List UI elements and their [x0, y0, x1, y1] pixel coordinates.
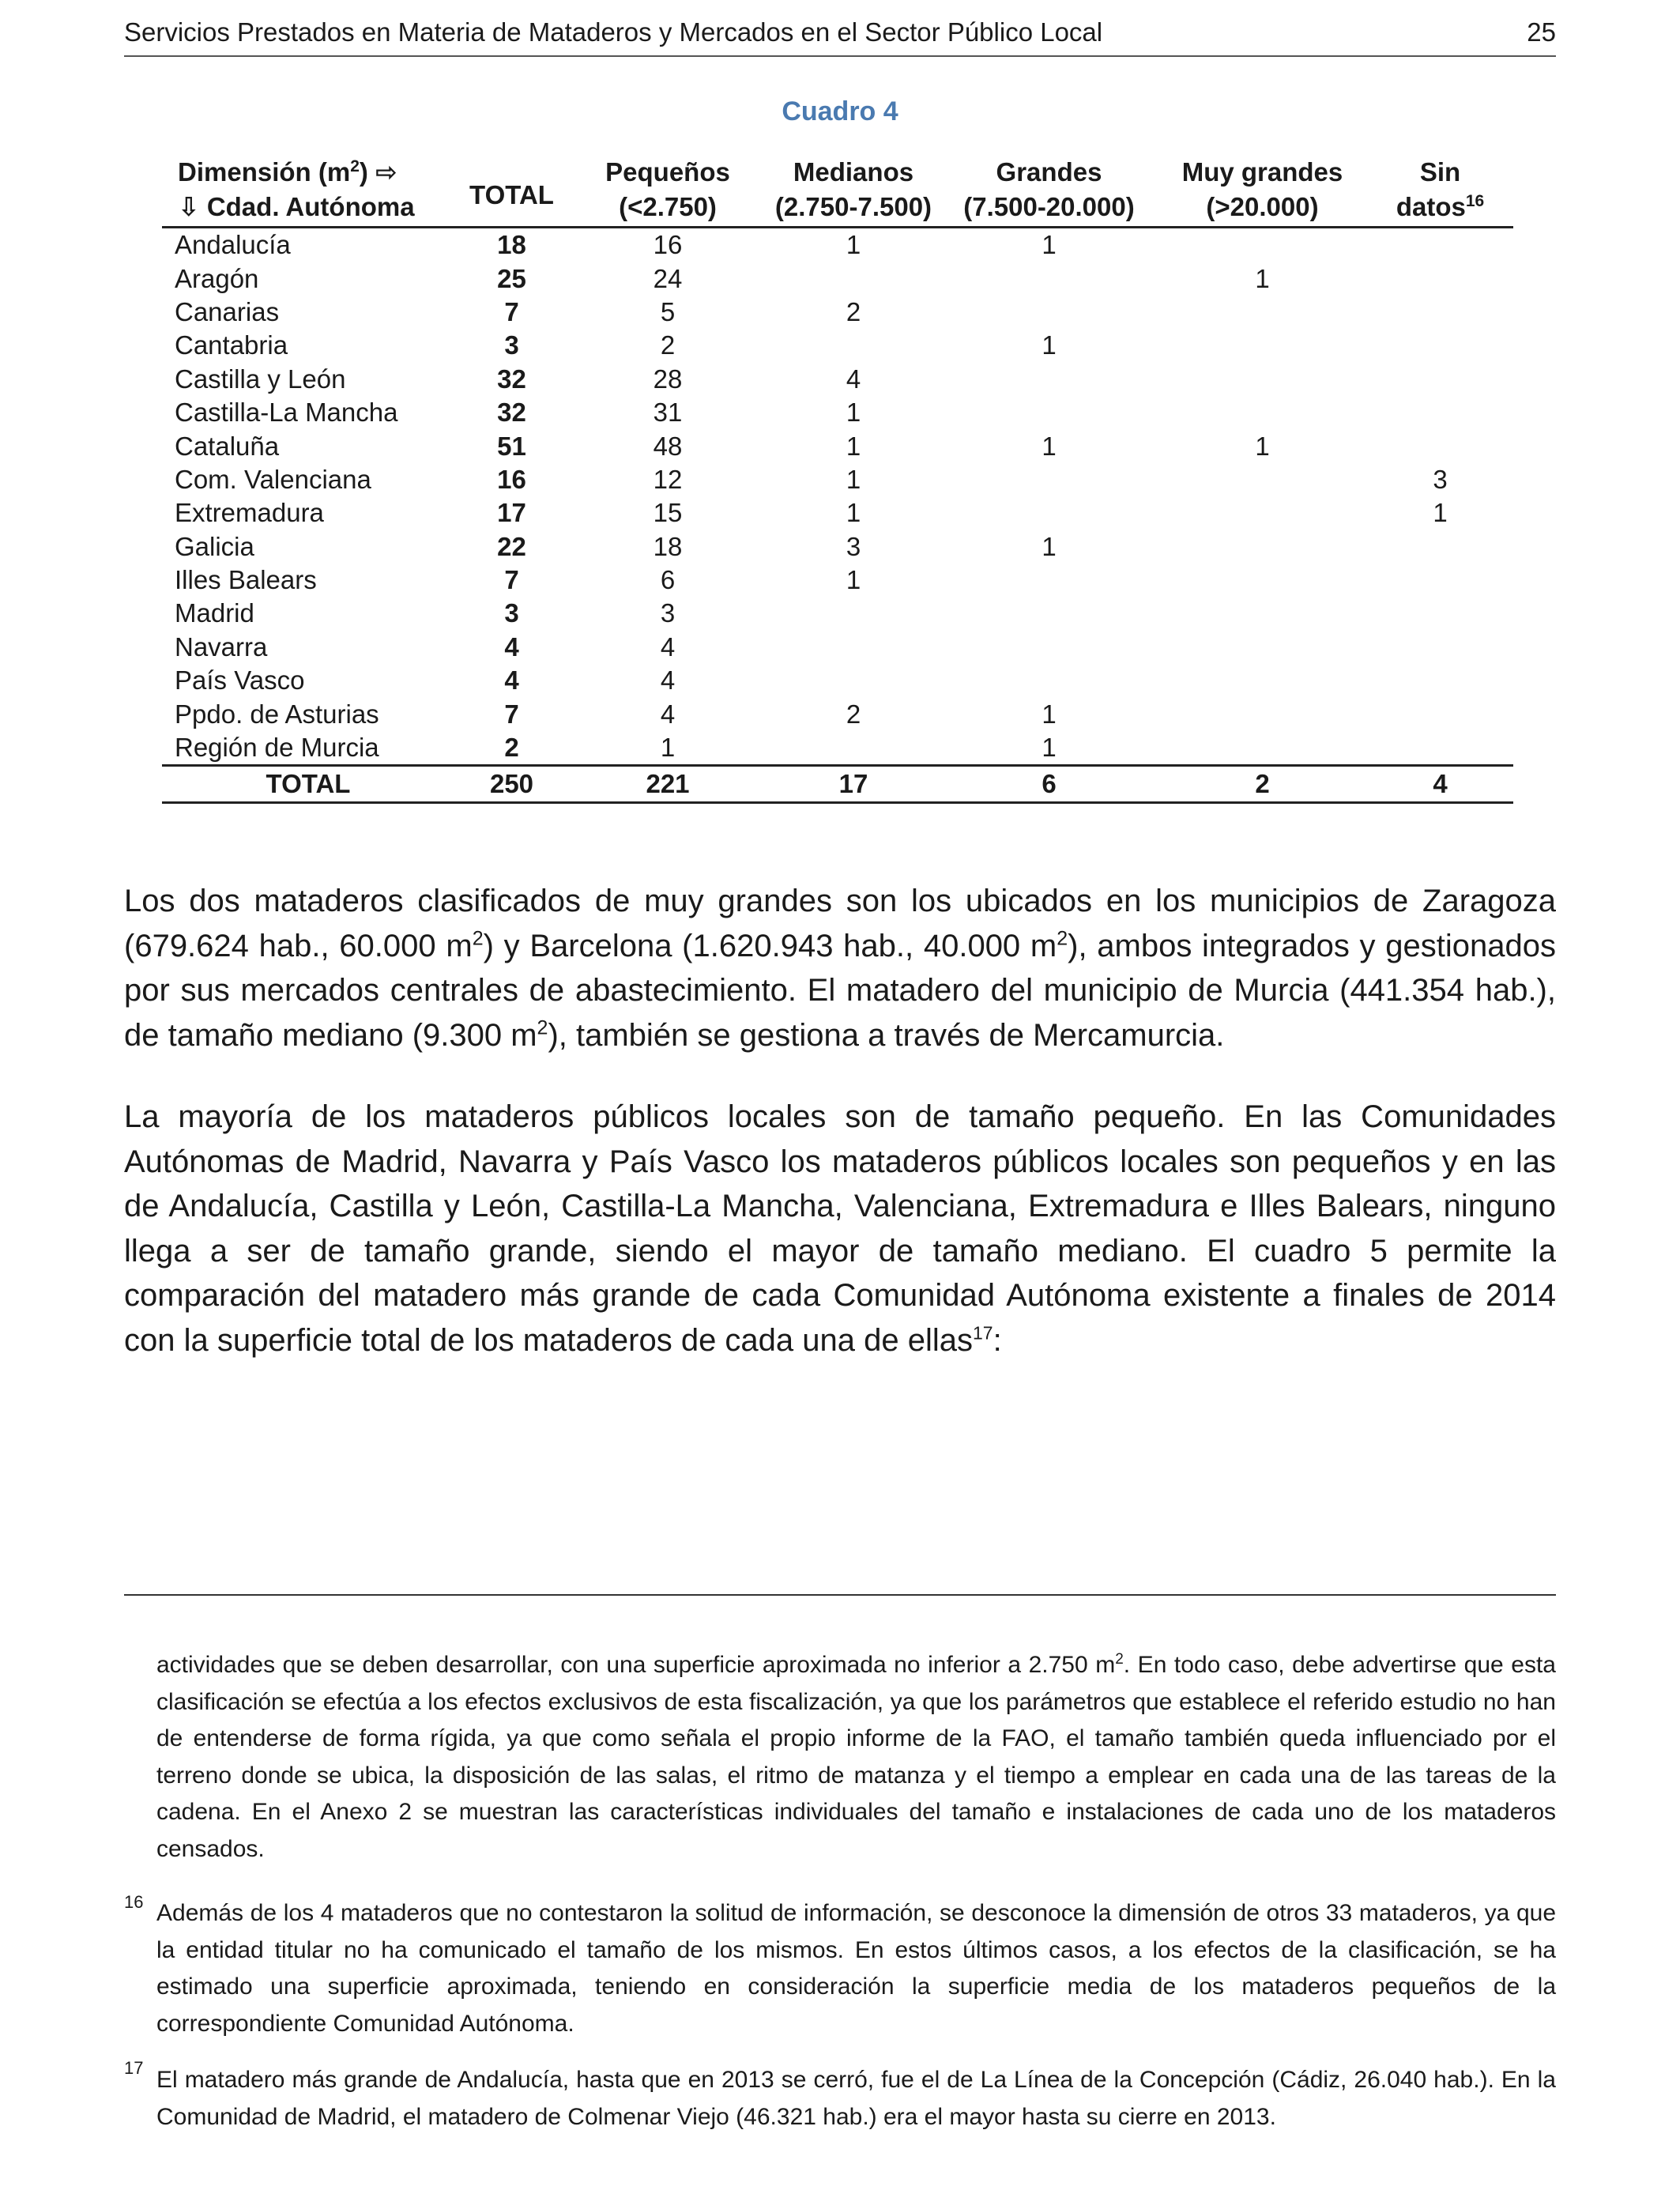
cell-sin-datos: [1367, 262, 1513, 295]
cell-sin-datos: [1367, 664, 1513, 697]
cell-pequenos: 31: [653, 398, 683, 428]
cell-sin-datos: [1367, 631, 1513, 664]
footnote-ref-17: 17: [973, 1322, 993, 1344]
cell-sin-datos: 3: [1433, 464, 1448, 494]
cell-region: Cantabria: [175, 330, 288, 360]
header-sin-datos: Sin datos$^{16}$: [1367, 155, 1513, 228]
cell-region: Extremadura: [175, 498, 324, 528]
table-caption: Cuadro 4: [782, 96, 898, 126]
page-header: [124, 14, 1556, 57]
cell-muy-grandes: [1158, 664, 1367, 697]
cell-sin-datos: [1367, 396, 1513, 429]
paragraph-mayoria: La mayoría de los mataderos públicos locales son de tamaño pequeño. En las Comunidades Autónomas de Madrid, Navarra y País Vasco los mataderos públicos locales son pequeños y en las de Andalucía, Castilla y León, Castilla-La Mancha, Valenciana, Extremadura e Illes Balears, ninguno llega a ser de tamaño grande, siendo el mayor de tamaño mediano. El cuadro 5 permite la comparación del matadero más grande de cada Comunidad Autónoma existente a finales de 2014 con la superficie total de los mataderos de cada una de ellas$^{17}$:: [124, 1099, 1556, 1358]
cell-grandes: 1: [1042, 531, 1057, 561]
cell-region: Castilla y León: [175, 364, 346, 394]
cell-medianos: 4: [846, 364, 861, 394]
header-dimension: Dimensión $(m^2)$ ⇨ ⇩ Cdad. Autónoma: [162, 155, 454, 228]
cell-medianos: 1: [846, 431, 861, 461]
cell-total: 7: [504, 296, 519, 326]
cell-grandes: 1: [1042, 733, 1057, 763]
header-total: TOTAL: [454, 155, 569, 228]
cell-region: Illes Balears: [175, 565, 317, 595]
cell-medianos: [767, 597, 940, 630]
total-cell-pequenos: 221: [569, 766, 767, 803]
cell-grandes: 1: [1042, 330, 1057, 360]
cell-medianos: 1: [846, 464, 861, 494]
cell-sin-datos: [1367, 530, 1513, 564]
cell-total: 51: [497, 431, 526, 461]
total-cell-muy-grandes: 2: [1158, 766, 1367, 803]
table-row: [162, 564, 1513, 597]
cell-grandes: [940, 597, 1158, 630]
footnote-continuation: actividades que se deben desarrollar, con una superficie aproximada no inferior a 2.750 $m^2$. En todo caso, debe advertirse que esta clasificación se efectúa a los efectos exclusivos de esta fiscalización, ya que los parámetros que establece el referido estudio no han de entenderse de forma rígida, ya que como señala el propio informe de la FAO, el tamaño también queda influenciado por el terreno donde se ubica, la disposición de las salas, el ritmo de matanza y el tiempo a emplear en cada una de las tareas de la cadena. En el Anexo 2 se muestran las características individuales del tamaño e instalaciones de cada uno de los mataderos censados.: [156, 1651, 1556, 1862]
slaughterhouse-size-table: [162, 155, 1513, 804]
header-title: Servicios Prestados en Materia de Mataderos y Mercados en el Sector Público Local: [124, 17, 1103, 47]
cell-muy-grandes: [1158, 463, 1367, 496]
cell-grandes: 1: [1042, 230, 1057, 260]
cell-pequenos: 16: [653, 230, 683, 260]
cell-pequenos: 12: [653, 464, 683, 494]
footnote-number-16: 16: [124, 1892, 144, 1912]
cell-grandes: 1: [1042, 699, 1057, 729]
cell-grandes: [940, 463, 1158, 496]
cell-pequenos: 4: [660, 631, 676, 662]
cell-medianos: 1: [846, 565, 861, 595]
table-row: [162, 396, 1513, 429]
cell-sin-datos: [1367, 363, 1513, 396]
table-row: [162, 463, 1513, 496]
cell-total: 17: [497, 498, 526, 528]
cell-total: 3: [504, 598, 519, 628]
cell-region: Aragón: [175, 263, 259, 293]
cell-muy-grandes: [1158, 697, 1367, 730]
cell-grandes: [940, 296, 1158, 329]
cell-medianos: 2: [846, 296, 861, 326]
total-cell-total: 250: [454, 766, 569, 803]
cell-medianos: [767, 664, 940, 697]
cell-region: País Vasco: [175, 665, 305, 696]
cell-sin-datos: [1367, 731, 1513, 766]
cell-total: 4: [504, 631, 519, 662]
cell-pequenos: 4: [660, 665, 676, 696]
cell-total: 22: [497, 531, 526, 561]
cell-total: 32: [497, 398, 526, 428]
total-cell-grandes: 6: [940, 766, 1158, 803]
cell-pequenos: 18: [653, 531, 683, 561]
cell-grandes: [940, 262, 1158, 295]
cell-total: 25: [497, 263, 526, 293]
cell-region: Madrid: [175, 598, 254, 628]
cell-region: Región de Murcia: [175, 733, 379, 763]
cell-sin-datos: [1367, 296, 1513, 329]
cell-region: Com. Valenciana: [175, 464, 371, 494]
cell-total: 18: [497, 230, 526, 260]
cell-muy-grandes: [1158, 530, 1367, 564]
header-medianos: Medianos (2.750-7.500): [767, 155, 940, 228]
cell-grandes: [940, 564, 1158, 597]
cell-muy-grandes: 1: [1255, 263, 1270, 293]
cell-grandes: [940, 496, 1158, 530]
cell-pequenos: 15: [653, 498, 683, 528]
cell-muy-grandes: [1158, 228, 1367, 262]
total-cell-medianos: 17: [767, 766, 940, 803]
cell-region: Ppdo. de Asturias: [175, 699, 379, 729]
cell-pequenos: 48: [653, 431, 683, 461]
cell-sin-datos: [1367, 564, 1513, 597]
cell-pequenos: 1: [660, 733, 676, 763]
cell-total: 7: [504, 699, 519, 729]
table-header-row: [162, 155, 1513, 228]
table-row: [162, 363, 1513, 396]
cell-pequenos: 24: [653, 263, 683, 293]
paragraph-muy-grandes: Los dos mataderos clasificados de muy grandes son los ubicados en los municipios de Zaragoza (679.624 hab., 60.000 $m^2$) y Barcelona (1.620.943 hab., 40.000 $m^2$), ambos integrados y gestionados por sus mercados centrales de abastecimiento. El matadero del municipio de Murcia (441.354 hab.), de tamaño mediano (9.300 $m^2$), también se gestiona a través de Mercamurcia.: [124, 884, 1556, 1053]
cell-region: Cataluña: [175, 431, 280, 461]
cell-medianos: [767, 731, 940, 766]
cell-total: 7: [504, 565, 519, 595]
table-total-row: [162, 766, 1513, 803]
cell-medianos: [767, 329, 940, 362]
cell-medianos: [767, 262, 940, 295]
cell-muy-grandes: [1158, 363, 1367, 396]
table-row: [162, 429, 1513, 462]
cell-total: 16: [497, 464, 526, 494]
cell-region: Galicia: [175, 531, 254, 561]
table-row: [162, 530, 1513, 564]
footnote-17: El matadero más grande de Andalucía, hasta que en 2013 se cerró, fue el de La Línea de la Concepción (Cádiz, 26.040 hab.). En la Comunidad de Madrid, el matadero de Colmenar Viejo (46.321 hab.) era el mayor hasta su cierre en 2013.: [156, 2067, 1556, 2130]
cell-medianos: 1: [846, 230, 861, 260]
cell-medianos: 1: [846, 398, 861, 428]
cell-pequenos: 3: [660, 598, 676, 628]
table-row: [162, 697, 1513, 730]
header-pequenos: Pequeños (<2.750): [569, 155, 767, 228]
cell-total: 4: [504, 665, 519, 696]
cell-pequenos: 28: [653, 364, 683, 394]
cell-medianos: [767, 631, 940, 664]
cell-pequenos: 6: [660, 565, 676, 595]
cell-total: 3: [504, 330, 519, 360]
cell-sin-datos: [1367, 429, 1513, 462]
cell-sin-datos: [1367, 329, 1513, 362]
cell-sin-datos: [1367, 597, 1513, 630]
cell-muy-grandes: [1158, 564, 1367, 597]
header-muy-grandes: Muy grandes (>20.000): [1158, 155, 1367, 228]
cell-muy-grandes: [1158, 731, 1367, 766]
cell-region: Andalucía: [175, 230, 291, 260]
total-cell-region: TOTAL: [162, 766, 454, 803]
table-row: [162, 631, 1513, 664]
total-cell-sin-datos: 4: [1367, 766, 1513, 803]
footnote-number-17: 17: [124, 2058, 144, 2078]
header-grandes: Grandes (7.500-20.000): [940, 155, 1158, 228]
table-row: [162, 262, 1513, 295]
cell-region: Navarra: [175, 631, 268, 662]
cell-muy-grandes: [1158, 329, 1367, 362]
cell-grandes: [940, 664, 1158, 697]
table-row: [162, 496, 1513, 530]
table-row: [162, 664, 1513, 697]
cell-grandes: [940, 396, 1158, 429]
table-row: [162, 228, 1513, 262]
cell-grandes: 1: [1042, 431, 1057, 461]
cell-medianos: 1: [846, 498, 861, 528]
cell-muy-grandes: [1158, 296, 1367, 329]
cell-muy-grandes: [1158, 496, 1367, 530]
cell-sin-datos: 1: [1433, 498, 1448, 528]
table-row: [162, 731, 1513, 766]
cell-medianos: 2: [846, 699, 861, 729]
cell-muy-grandes: [1158, 396, 1367, 429]
footnote-16: Además de los 4 mataderos que no contestaron la solitud de información, se desconoce la dimensión de otros 33 mataderos, ya que la entidad titular no ha comunicado el tamaño de los mismos. En estos últimos casos, a los efectos de la clasificación, se ha estimado una superficie aproximada, teniendo en consideración la superficie media de los mataderos pequeños de la correspondiente Comunidad Autónoma.: [156, 1900, 1556, 2037]
table-row: [162, 296, 1513, 329]
cell-pequenos: 4: [660, 699, 676, 729]
cell-region: Castilla-La Mancha: [175, 398, 398, 428]
cell-grandes: [940, 631, 1158, 664]
page-number: 25: [1527, 17, 1556, 47]
cell-total: 32: [497, 364, 526, 394]
cell-muy-grandes: [1158, 597, 1367, 630]
cell-medianos: 3: [846, 531, 861, 561]
cell-region: Canarias: [175, 296, 280, 326]
cell-total: 2: [504, 733, 519, 763]
cell-muy-grandes: [1158, 631, 1367, 664]
cell-pequenos: 5: [660, 296, 676, 326]
table-row: [162, 329, 1513, 362]
cell-sin-datos: [1367, 697, 1513, 730]
cell-grandes: [940, 363, 1158, 396]
cell-muy-grandes: 1: [1255, 431, 1270, 461]
footnote-separator: [124, 1594, 1556, 1596]
cell-sin-datos: [1367, 228, 1513, 262]
cell-pequenos: 2: [660, 330, 676, 360]
table-row: [162, 597, 1513, 630]
